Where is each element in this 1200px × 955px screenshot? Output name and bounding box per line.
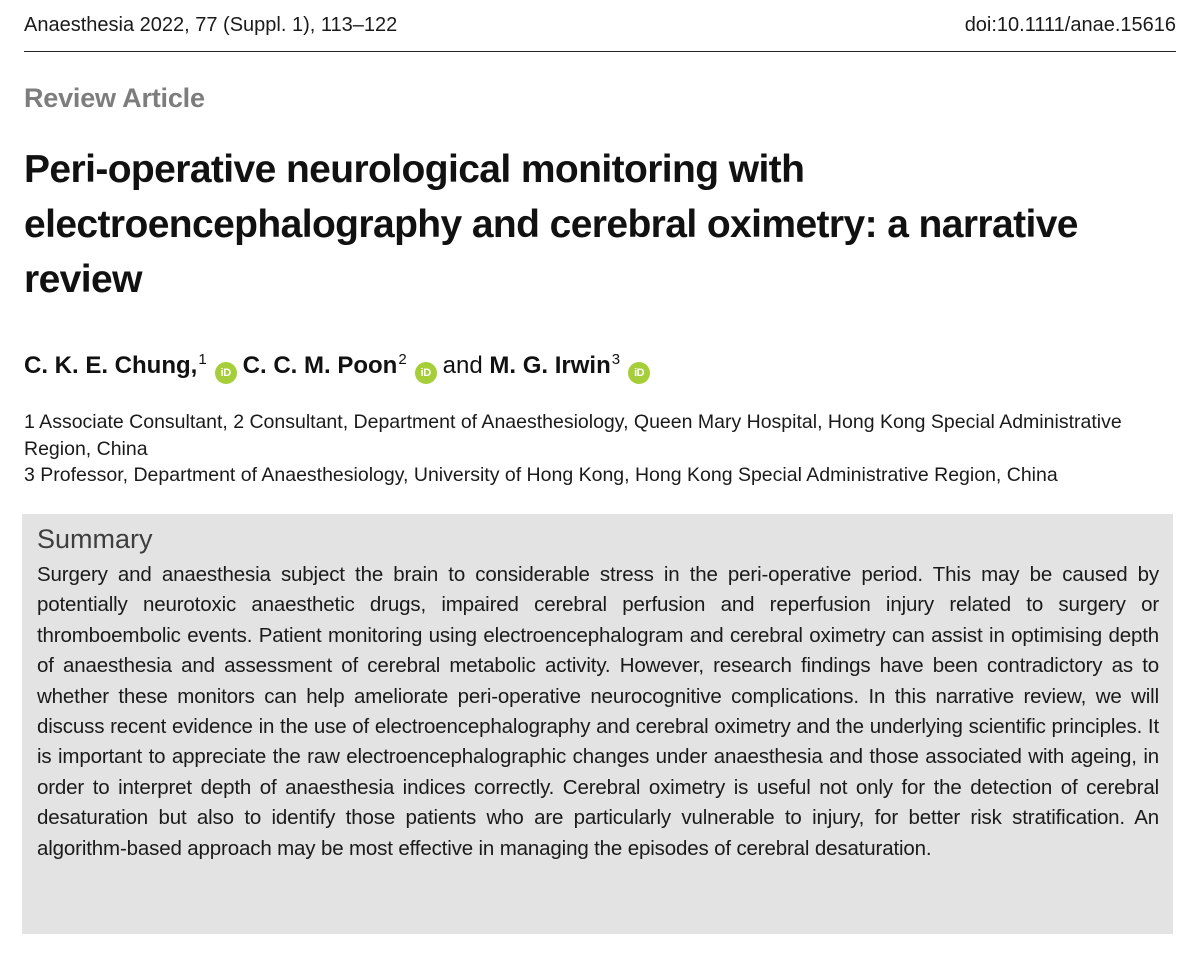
author-affiliation-number: 3 bbox=[611, 351, 621, 368]
author-name[interactable]: C. K. E. Chung, bbox=[24, 352, 198, 379]
author-affiliation-number: 1 bbox=[198, 351, 207, 368]
author-name[interactable]: M. G. Irwin bbox=[489, 352, 611, 379]
running-header bbox=[24, 14, 1176, 44]
summary-heading: Summary bbox=[37, 524, 153, 554]
summary-text: Surgery and anaesthesia subject the brain to considerable stress in the peri-operative period. This may be caused by potentially neurotoxic anaesthetic drugs, impaired cerebral perfusion and reperfusion injury related to surgery or thromboembolic events. Patient monitoring using electroencephalogram and cerebral oximetry can assist in optimising depth of anaesthesia and assessment of cerebral metabolic activity. However, research findings have been contradictory as to whether these monitors can help ameliorate peri-operative neurocognitive complications. In this narrative review, we will discuss recent evidence in the use of electroencephalography and cerebral oximetry and the underlying scientific principles. It is important to appreciate the raw electroencephalographic changes under anaesthesia and those associated with ageing, in order to interpret depth of anaesthesia indices correctly. Cerebral oximetry is useful not only for the detection of cerebral desaturation but also to identify those patients who are particularly vulnerable to injury, for better risk stratification. An algorithm-based approach may be most effective in managing the episodes of cerebral desaturation. bbox=[37, 563, 1159, 860]
header-divider bbox=[24, 51, 1176, 52]
orcid-icon[interactable]: iD bbox=[215, 362, 237, 384]
affiliations bbox=[24, 409, 1184, 489]
author-affiliation-number: 2 bbox=[398, 351, 407, 368]
orcid-icon[interactable]: iD bbox=[415, 362, 437, 384]
journal-citation: Anaesthesia 2022, 77 (Suppl. 1), 113–122 bbox=[24, 14, 398, 36]
orcid-icon[interactable]: iD bbox=[628, 362, 650, 384]
affiliation-line: 1 Associate Consultant, 2 Consultant, Department of Anaesthesiology, Queen Mary Hospital, Hong Kong Special Administrative Region, China bbox=[24, 411, 1122, 460]
affiliation-line: 3 Professor, Department of Anaesthesiology, University of Hong Kong, Hong Kong Special Administrative Region, China bbox=[24, 464, 1058, 486]
doi-link[interactable]: doi:10.1111/anae.15616 bbox=[964, 14, 1176, 36]
author-joiner: and bbox=[442, 352, 483, 379]
article-title: Peri-operative neurological monitoring with electroencephalography and cerebral oximetry: a narrative review bbox=[24, 148, 1078, 301]
article-type-label: Review Article bbox=[24, 83, 205, 113]
author-list bbox=[24, 346, 656, 386]
author-name[interactable]: C. C. M. Poon bbox=[242, 352, 398, 379]
summary-box bbox=[22, 514, 1173, 934]
